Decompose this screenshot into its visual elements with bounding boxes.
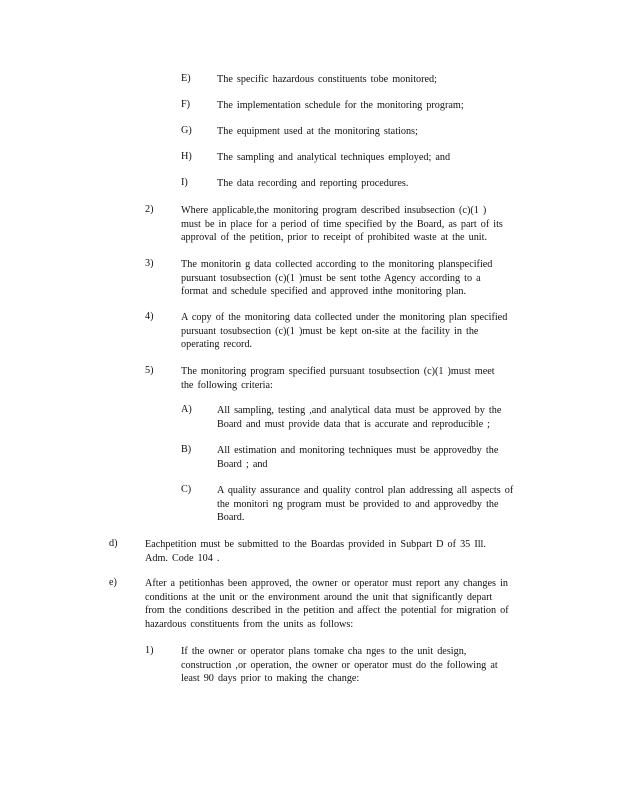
section-d: [0, 538, 618, 566]
criteria-item-b: [0, 444, 618, 472]
section-e-item-1: [0, 645, 618, 687]
item-label: F): [181, 99, 191, 110]
item-text: The sampling and analytical techniques employed; and: [217, 152, 451, 163]
list-item-h: [0, 151, 618, 165]
list-item-g: [0, 125, 618, 139]
numbered-item-3: [0, 258, 618, 300]
item-label: C): [181, 484, 192, 495]
item-label: G): [181, 125, 192, 136]
item-text: All sampling, testing ,and analytical data must be approved by the Board and must provide data that is accurate and reproducible ;: [217, 405, 502, 430]
item-text: A copy of the monitoring data collected under the monitoring plan specified pursuant tosubsection (c)(1 )must be kept on-site at the facility in the operating record.: [181, 312, 508, 350]
numbered-item-2: [0, 204, 618, 246]
list-item-i: [0, 177, 618, 191]
section-text: Eachpetition must be submitted to the Boardas provided in Subpart D of 35 Ill. Adm. Code 104 .: [145, 539, 486, 564]
numbered-item-4: [0, 311, 618, 353]
item-text: All estimation and monitoring techniques must be approvedby the Board ; and: [217, 445, 499, 470]
numbered-item-5: [0, 365, 618, 393]
item-label: E): [181, 73, 191, 84]
item-text: Where applicable,the monitoring program described insubsection (c)(1 ) must be in place for a period of time specified by the Board, as part of its approval of the petition, prior to receipt of prohibited waste at the unit.: [181, 205, 503, 243]
item-label: 1): [145, 645, 154, 656]
item-label: I): [181, 177, 188, 188]
item-label: A): [181, 404, 192, 415]
item-label: 5): [145, 365, 154, 376]
item-label: B): [181, 444, 192, 455]
item-text: The equipment used at the monitoring stations;: [217, 126, 418, 137]
criteria-item-c: [0, 484, 618, 526]
criteria-item-a: [0, 404, 618, 432]
section-label: e): [109, 577, 117, 588]
item-text: The implementation schedule for the monitoring program;: [217, 100, 464, 111]
item-label: 4): [145, 311, 154, 322]
item-text: A quality assurance and quality control plan addressing all aspects of the monitori ng program must be provided to and approvedby the Board.: [217, 485, 514, 523]
section-label: d): [109, 538, 118, 549]
item-text: The specific hazardous constituents tobe monitored;: [217, 74, 437, 85]
item-label: 2): [145, 204, 154, 215]
item-text: If the owner or operator plans tomake cha nges to the unit design, construction ,or operation, the owner or operator must do the following at least 90 days prior to making the change:: [181, 646, 498, 684]
section-e: [0, 577, 618, 633]
item-text: The monitorin g data collected according to the monitoring planspecified pursuant tosubsection (c)(1 )must be sent tothe Agency according to a format and schedule specified and approved inthe monitoring plan.: [181, 259, 493, 297]
item-label: H): [181, 151, 192, 162]
item-label: 3): [145, 258, 154, 269]
list-item-e: [0, 73, 618, 87]
section-text: After a petitionhas been approved, the owner or operator must report any changes in conditions at the unit or the environment around the unit that significantly depart from the conditions described in the petition and affect the potential for migration of hazardous constituents from the units as follows:: [145, 578, 509, 630]
list-item-f: [0, 99, 618, 113]
item-text: The data recording and reporting procedures.: [217, 178, 409, 189]
item-text: The monitoring program specified pursuant tosubsection (c)(1 )must meet the following criteria:: [181, 366, 495, 391]
